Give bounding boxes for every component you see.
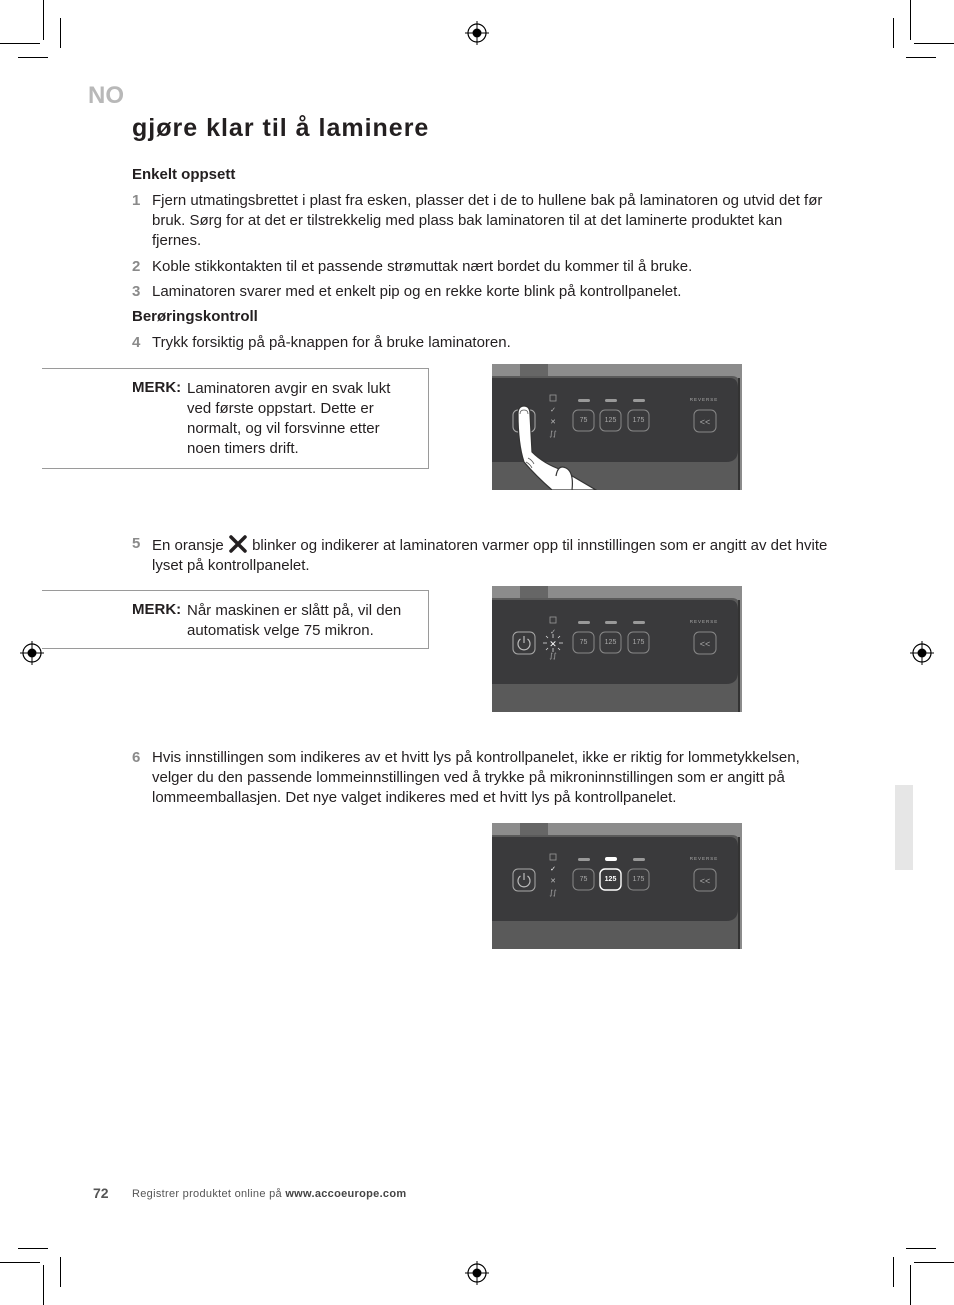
step-number: 5 bbox=[132, 535, 141, 552]
footer-url[interactable]: www.accoeurope.com bbox=[285, 1188, 407, 1200]
crop-mark bbox=[43, 0, 44, 40]
panel-reverse-symbol: << bbox=[699, 417, 711, 427]
panel-125-label: 125 bbox=[604, 417, 617, 424]
control-panel-illustration-heating bbox=[492, 586, 742, 712]
step-number: 4 bbox=[132, 334, 141, 351]
registration-mark-icon bbox=[465, 1261, 489, 1285]
crop-mark bbox=[18, 57, 48, 58]
step-text: Trykk forsiktig på på-knappen for å bruke laminatoren. bbox=[152, 334, 511, 351]
step-2 bbox=[132, 257, 832, 277]
panel-75-label: 75 bbox=[579, 876, 588, 883]
control-panel-illustration-power bbox=[492, 364, 742, 490]
svg-text:✓: ✓ bbox=[550, 865, 556, 873]
orange-x-icon bbox=[228, 534, 248, 554]
crop-mark bbox=[60, 18, 61, 48]
crop-mark bbox=[893, 18, 894, 48]
language-tag: NO bbox=[88, 82, 124, 109]
svg-text:∫∫: ∫∫ bbox=[549, 430, 557, 438]
crop-mark bbox=[906, 1248, 936, 1249]
step-number: 6 bbox=[132, 749, 141, 766]
panel-reverse-symbol: << bbox=[699, 639, 711, 649]
svg-text:∫∫: ∫∫ bbox=[549, 889, 557, 897]
control-panel-illustration-selected bbox=[492, 823, 742, 949]
side-tab bbox=[895, 785, 913, 870]
step-4 bbox=[132, 333, 832, 353]
note-text: Når maskinen er slått på, vil den automatisk velge 75 mikron. bbox=[187, 602, 402, 639]
step-3 bbox=[132, 282, 832, 302]
panel-reverse-label: REVERSE bbox=[689, 397, 719, 402]
note-label: MERK: bbox=[132, 601, 182, 618]
registration-mark-icon bbox=[910, 641, 934, 665]
step-number: 3 bbox=[132, 283, 141, 300]
crop-mark bbox=[0, 1262, 40, 1263]
panel-reverse-symbol: << bbox=[699, 876, 711, 886]
crop-mark bbox=[893, 1257, 894, 1287]
section-heading: Berøringskontroll bbox=[132, 308, 258, 325]
registration-mark-icon bbox=[465, 21, 489, 45]
note-box bbox=[42, 368, 429, 469]
svg-text:✕: ✕ bbox=[550, 877, 556, 885]
panel-75-label: 75 bbox=[579, 639, 588, 646]
crop-mark bbox=[914, 43, 954, 44]
note-box bbox=[42, 590, 429, 649]
svg-text:✕: ✕ bbox=[549, 640, 557, 650]
note-text: Laminatoren avgir en svak lukt ved første oppstart. Dette er normalt, og vil forsvinne etter noen timers drift. bbox=[187, 380, 391, 457]
crop-mark bbox=[43, 1265, 44, 1305]
page-number: 72 bbox=[93, 1185, 109, 1201]
step-text-before: En oransje bbox=[152, 537, 224, 554]
panel-reverse-label: REVERSE bbox=[689, 856, 719, 861]
crop-mark bbox=[910, 0, 911, 40]
panel-75-label: 75 bbox=[579, 417, 588, 424]
svg-text:✓: ✓ bbox=[550, 628, 556, 636]
crop-mark bbox=[60, 1257, 61, 1287]
step-number: 2 bbox=[132, 258, 141, 275]
step-text: Laminatoren svarer med et enkelt pip og en rekke korte blink på kontrollpanelet. bbox=[152, 283, 682, 300]
registration-mark-icon bbox=[20, 641, 44, 665]
step-text-after: blinker og indikerer at laminatoren varmer opp til innstillingen som er angitt av det hvite lyset på kontrollpanelet. bbox=[152, 537, 828, 574]
crop-mark bbox=[914, 1262, 954, 1263]
page-title: gjøre klar til å laminere bbox=[132, 114, 430, 142]
step-text: Hvis innstillingen som indikeres av et hvitt lys på kontrollpanelet, ikke er riktig for lommetykkelsen, velger du den passende lommeinnstillingen ved å trykke på mikroninnstillingen som er angitt på lommeemballasjen. Det nye valget indikeres med et hvitt lys på kontrollpanelet. bbox=[152, 749, 800, 806]
panel-175-label: 175 bbox=[632, 417, 645, 424]
panel-125-label: 125 bbox=[604, 639, 617, 646]
crop-mark bbox=[18, 1248, 48, 1249]
step-text: Fjern utmatingsbrettet i plast fra esken, plasser det i de to hullene bak på laminatoren og utvid det før bruk. Sørg for at det er tilstrekkelig med plass bak laminatoren til at det laminerte produktet kan fjernes. bbox=[152, 192, 823, 249]
svg-text:✓: ✓ bbox=[550, 406, 556, 414]
crop-mark bbox=[0, 43, 40, 44]
svg-text:∫∫: ∫∫ bbox=[549, 652, 557, 660]
note-label: MERK: bbox=[132, 379, 182, 396]
footer-text bbox=[132, 1188, 406, 1200]
panel-125-label: 125 bbox=[604, 876, 617, 883]
section-heading: Enkelt oppsett bbox=[132, 166, 236, 183]
step-5 bbox=[132, 534, 832, 576]
panel-175-label: 175 bbox=[632, 639, 645, 646]
panel-reverse-label: REVERSE bbox=[689, 619, 719, 624]
step-number: 1 bbox=[132, 192, 141, 209]
footer-label: Registrer produktet online på bbox=[132, 1188, 282, 1200]
crop-mark bbox=[906, 57, 936, 58]
panel-175-label: 175 bbox=[632, 876, 645, 883]
step-text: Koble stikkontakten til et passende strømuttak nært bordet du kommer til å bruke. bbox=[152, 258, 693, 275]
crop-mark bbox=[910, 1265, 911, 1305]
step-1 bbox=[132, 191, 832, 251]
step-6 bbox=[132, 748, 832, 808]
svg-text:✕: ✕ bbox=[550, 418, 556, 426]
